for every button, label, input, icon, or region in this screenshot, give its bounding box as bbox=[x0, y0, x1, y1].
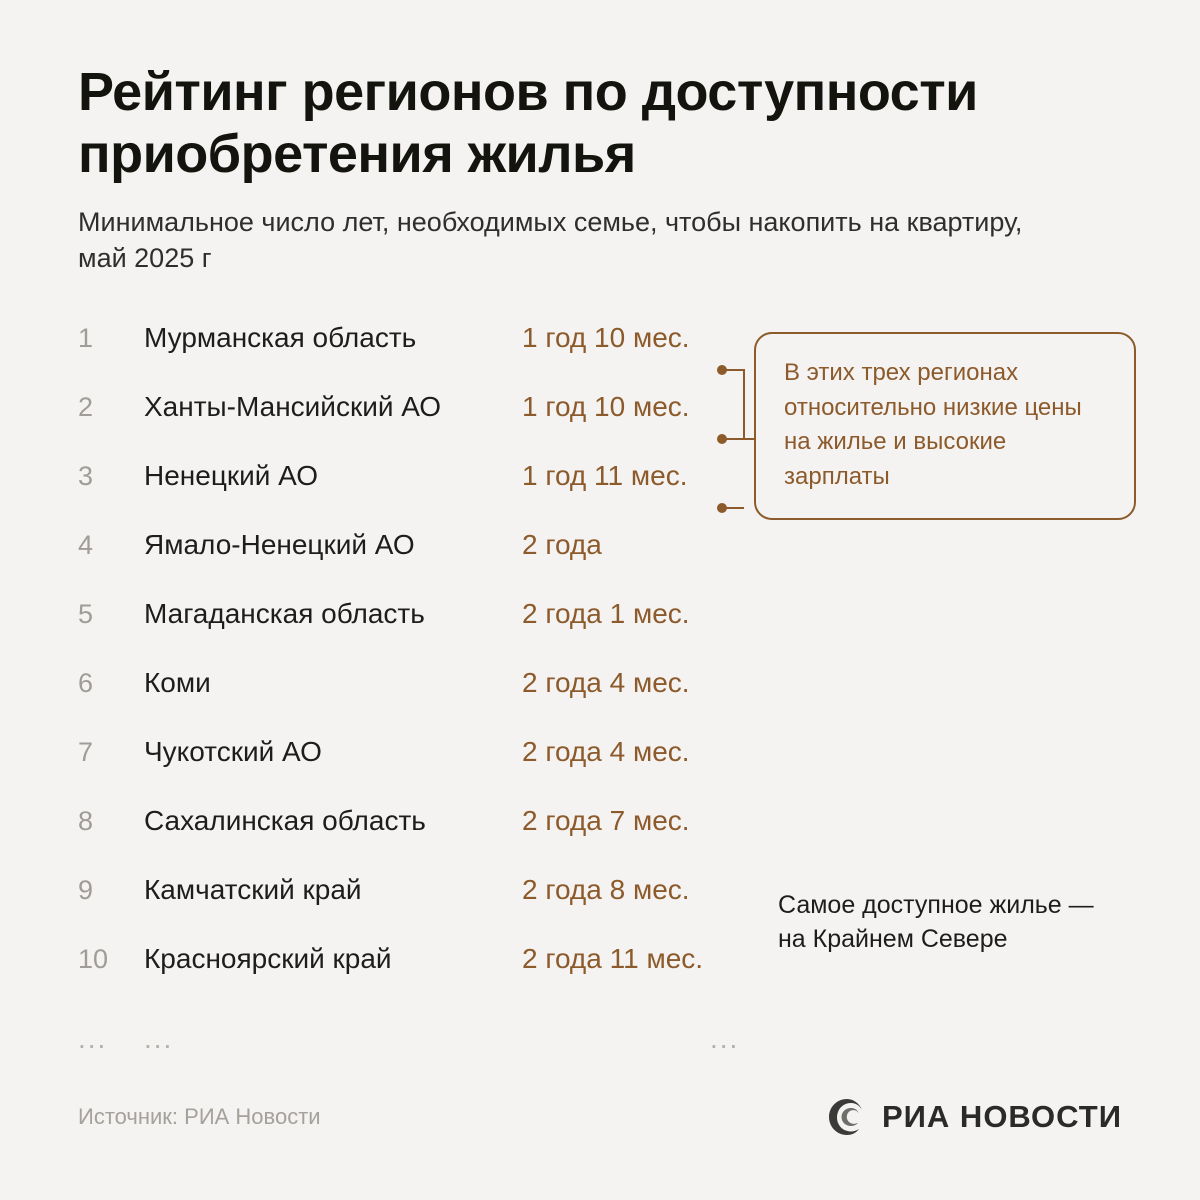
brand-logo bbox=[826, 1096, 1122, 1138]
row-value: 1 год 10 мес. bbox=[522, 391, 690, 423]
row-value: 2 года 4 мес. bbox=[522, 667, 690, 699]
brand-name: РИА НОВОСТИ bbox=[881, 1099, 1122, 1134]
source-label: Источник: РИА Новости bbox=[78, 1104, 321, 1129]
row-region: Красноярский край bbox=[144, 943, 392, 975]
row-value: 1 год 11 мес. bbox=[522, 460, 688, 492]
ria-swirl-icon bbox=[826, 1096, 868, 1138]
table-row-ellipsis bbox=[78, 1012, 1122, 1066]
row-rank: 6 bbox=[78, 668, 94, 699]
row-value: 2 года bbox=[522, 529, 602, 561]
table-row bbox=[78, 667, 1122, 736]
callout-box bbox=[754, 332, 1136, 520]
row-value: 1 год 10 мес. bbox=[522, 322, 690, 354]
ellipsis-region: ... bbox=[144, 1023, 174, 1055]
ellipsis-value: ... bbox=[710, 1023, 740, 1055]
callout-text: В этих трех регионах относительно низкие цены на жилье и высокие зарплаты bbox=[784, 359, 1082, 490]
table-row bbox=[78, 598, 1122, 667]
page-title: Рейтинг регионов по доступности приобретения жилья bbox=[78, 62, 978, 184]
row-region: Ненецкий АО bbox=[144, 460, 319, 492]
row-value: 2 года 1 мес. bbox=[522, 598, 690, 630]
row-region: Камчатский край bbox=[144, 874, 362, 906]
row-region: Коми bbox=[144, 667, 211, 699]
ellipsis-rank: ... bbox=[78, 1023, 108, 1055]
row-rank: 9 bbox=[78, 875, 94, 906]
row-rank: 4 bbox=[78, 530, 94, 561]
row-rank: 2 bbox=[78, 392, 94, 423]
footer bbox=[78, 1096, 1122, 1138]
page-subtitle: Минимальное число лет, необходимых семье, чтобы накопить на квартиру, май 2025 г bbox=[78, 207, 1023, 273]
row-region: Мурманская область bbox=[144, 322, 417, 354]
row-region: Сахалинская область bbox=[144, 805, 426, 837]
table-row bbox=[78, 736, 1122, 805]
row-region: Магаданская область bbox=[144, 598, 425, 630]
row-region: Чукотский АО bbox=[144, 736, 322, 768]
row-value: 2 года 7 мес. bbox=[522, 805, 690, 837]
row-value: 2 года 4 мес. bbox=[522, 736, 690, 768]
row-rank: 3 bbox=[78, 461, 94, 492]
table-row bbox=[78, 529, 1122, 598]
row-value: 2 года 8 мес. bbox=[522, 874, 690, 906]
side-note: Самое доступное жилье — на Крайнем Севере bbox=[778, 891, 1094, 953]
row-region: Ямало-Ненецкий АО bbox=[144, 529, 415, 561]
table-row bbox=[78, 805, 1122, 874]
row-value: 2 года 11 мес. bbox=[522, 943, 704, 975]
row-rank: 7 bbox=[78, 737, 94, 768]
row-rank: 5 bbox=[78, 599, 94, 630]
row-region: Ханты-Мансийский АО bbox=[144, 391, 442, 423]
row-rank: 8 bbox=[78, 806, 94, 837]
row-rank: 10 bbox=[78, 944, 109, 975]
row-rank: 1 bbox=[78, 323, 94, 354]
